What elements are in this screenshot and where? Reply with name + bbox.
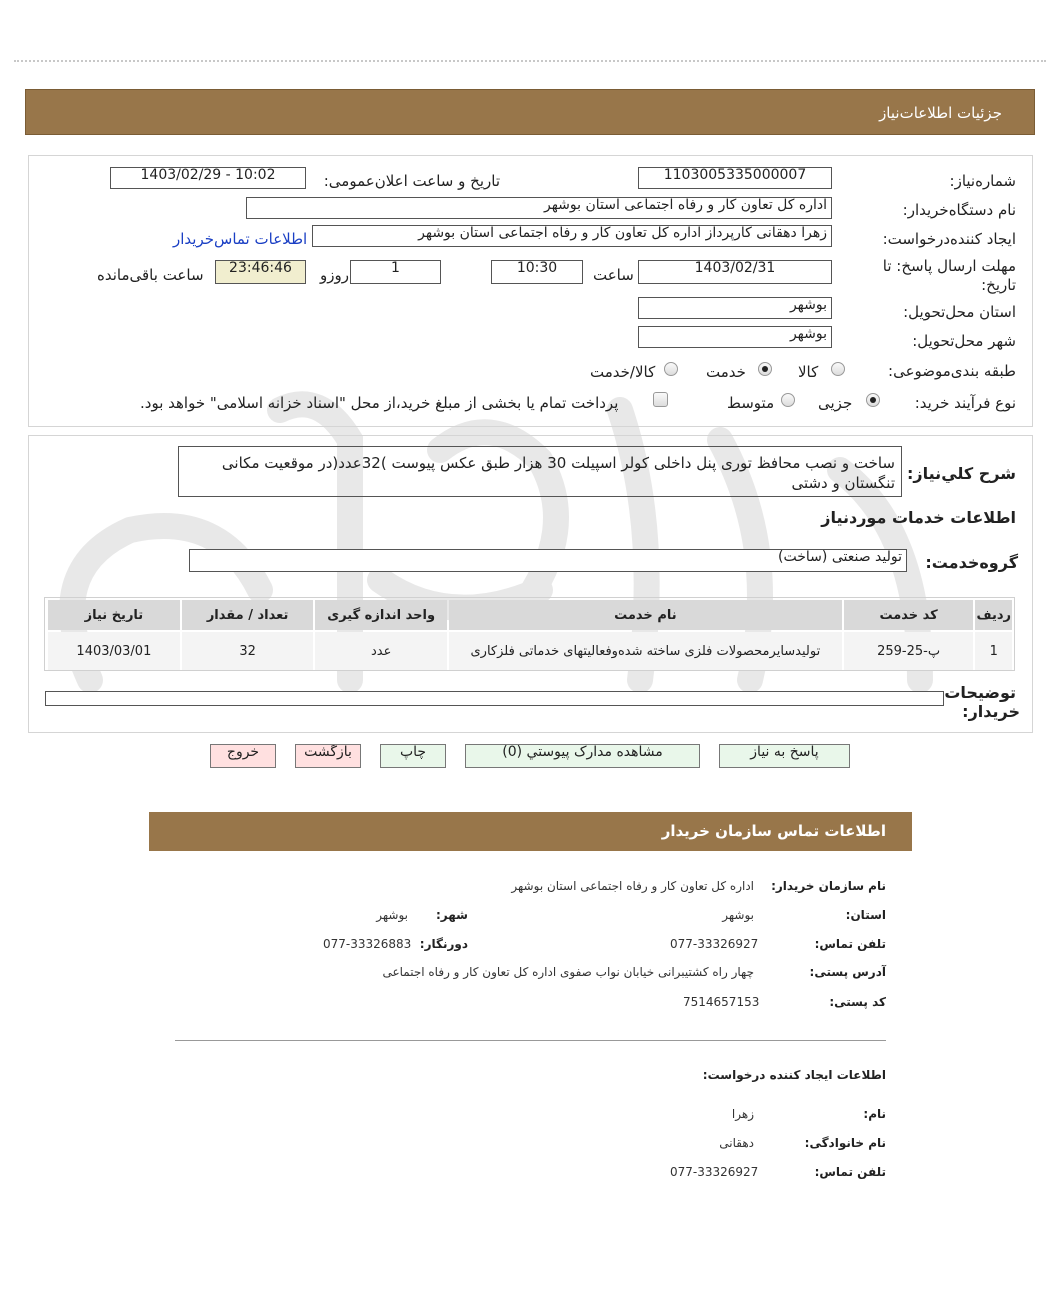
province-field: بوشهر — [638, 297, 832, 319]
view-documents-button[interactable]: مشاهده مدارک پیوستي (0) — [465, 744, 700, 768]
contact-province-value: بوشهر — [722, 908, 754, 922]
category-goods-radio[interactable] — [831, 362, 845, 376]
city-field: بوشهر — [638, 326, 832, 348]
creator-name-value: زهرا — [731, 1107, 754, 1121]
days-field: 1 — [350, 260, 441, 284]
creator-name-label: نام: — [863, 1107, 886, 1121]
cell-need-date: 1403/03/01 — [48, 632, 180, 670]
need-number-field: 1103005335000007 — [638, 167, 832, 189]
remaining-label: ساعت باقی‌مانده — [97, 266, 204, 284]
deadline-label: مهلت ارسال پاسخ: تا — [882, 257, 1016, 275]
cell-quantity: 32 — [182, 632, 314, 670]
creator-info-heading: اطلاعات ایجاد کننده درخواست: — [702, 1068, 886, 1082]
contact-org-value: اداره کل تعاون کار و رفاه اجتماعی استان بوشهر — [511, 879, 754, 893]
process-minor-radio[interactable] — [866, 393, 880, 407]
category-label: طبقه بندی‌موضوعی: — [888, 362, 1016, 380]
details-panel — [28, 155, 1033, 427]
buyer-notes-label-2: خریدار: — [962, 702, 1020, 721]
service-group-label: گروه‌خدمت: — [925, 553, 1018, 572]
deadline-date-field: 1403/02/31 — [638, 260, 832, 284]
contact-header-title: اطلاعات تماس سازمان خریدار — [661, 822, 886, 840]
col-service-code: کد خدمت — [844, 600, 974, 630]
treasury-payment-note: پرداخت تمام یا بخشی از مبلغ خرید،از محل "اسناد خزانه اسلامی" خواهد بود. — [140, 394, 619, 412]
days-label: روزو — [320, 266, 349, 284]
deadline-label-date: تاریخ: — [981, 276, 1016, 294]
summary-label: شرح کلي‌نیاز: — [907, 464, 1016, 483]
contact-postal-value: 7514657153 — [683, 995, 760, 1009]
category-goods-service-label: کالا/خدمت — [590, 363, 656, 381]
contact-city-value: بوشهر — [376, 908, 408, 922]
buyer-org-field: اداره کل تعاون کار و رفاه اجتماعی استان بوشهر — [246, 197, 832, 219]
services-table — [46, 598, 1014, 672]
services-heading: اطلاعات خدمات موردنیاز — [821, 508, 1016, 527]
service-group-field: تولید صنعتی (ساخت) — [189, 549, 907, 572]
announce-label: تاریخ و ساعت اعلان‌عمومی: — [323, 172, 500, 190]
category-goods-label: کالا — [798, 363, 819, 381]
contact-org-label: نام سازمان خریدار: — [771, 879, 886, 893]
contact-phone-value: 077-33326927 — [670, 937, 759, 951]
reply-button[interactable]: پاسخ به نیاز — [719, 744, 850, 768]
creator-field: زهرا دهقانی کارپرداز اداره کل تعاون کار و رفاه اجتماعی استان بوشهر — [312, 225, 832, 247]
announce-field: 1403/02/29 - 10:02 — [110, 167, 306, 189]
contact-province-label: استان: — [845, 908, 886, 922]
process-medium-radio[interactable] — [781, 393, 795, 407]
buyer-notes-field — [45, 691, 944, 706]
top-divider — [14, 60, 1046, 62]
creator-family-value: دهقانی — [719, 1136, 754, 1150]
table-row — [48, 632, 1012, 670]
back-button[interactable]: بازگشت — [295, 744, 361, 768]
buyer-org-label: نام دستگاه‌خریدار: — [902, 201, 1016, 219]
exit-button[interactable]: خروج — [210, 744, 276, 768]
creator-label: ایجاد کننده‌درخواست: — [882, 230, 1016, 248]
summary-text: ساخت و نصب محافظ توری پنل داخلی کولر اسپیلت 30 هزار طبق عکس پیوست )32عدد(در موقعیت مکانی تنگستان و دشتی — [178, 446, 902, 497]
creator-phone-value: 077-33326927 — [670, 1165, 759, 1179]
province-label: استان محل‌تحویل: — [903, 303, 1016, 321]
buyer-notes-label: توضیحات — [944, 683, 1016, 702]
contact-city-label: شهر: — [436, 908, 468, 922]
cell-service-name: تولیدسایرمحصولات فلزی ساخته شده‌وفعالیتهای خدماتی فلزکاری — [449, 632, 842, 670]
process-minor-label: جزیی — [818, 394, 853, 412]
category-service-radio[interactable] — [758, 362, 772, 376]
process-label: نوع فرآیند خرید: — [914, 394, 1016, 412]
creator-family-label: نام خانوادگی: — [804, 1136, 886, 1150]
contact-address-value: چهار راه کشتیبرانی خیابان نواب صفوی اداره کل تعاون کار و رفاه اجتماعی — [382, 965, 754, 979]
need-number-label: شماره‌نیاز: — [949, 172, 1016, 190]
cell-unit: عدد — [315, 632, 447, 670]
deadline-time-label: ساعت — [593, 266, 634, 284]
col-unit: واحد اندازه گیری — [315, 600, 447, 630]
treasury-payment-checkbox[interactable] — [653, 392, 668, 407]
print-button[interactable]: چاپ — [380, 744, 446, 768]
page-header-bar — [25, 89, 1035, 135]
remaining-time-field: 23:46:46 — [215, 260, 306, 284]
services-table-header — [48, 600, 1012, 630]
buyer-contact-link[interactable]: اطلاعات تماس‌خریدار — [173, 230, 308, 248]
contact-divider — [175, 1040, 886, 1041]
process-medium-label: متوسط — [727, 394, 775, 412]
category-goods-service-radio[interactable] — [664, 362, 678, 376]
creator-phone-label: تلفن تماس: — [814, 1165, 886, 1179]
contact-postal-label: کد پستی: — [829, 995, 886, 1009]
col-service-name: نام خدمت — [449, 600, 842, 630]
page-header-title: جزئیات اطلاعات‌نیاز — [879, 104, 1002, 122]
col-quantity: تعداد / مقدار — [182, 600, 314, 630]
contact-phone-label: تلفن تماس: — [814, 937, 886, 951]
city-label: شهر محل‌تحویل: — [912, 332, 1016, 350]
contact-fax-label: دورنگار: — [419, 937, 468, 951]
deadline-time-field: 10:30 — [491, 260, 583, 284]
category-service-label: خدمت — [706, 363, 746, 381]
contact-address-label: آدرس پستی: — [809, 965, 886, 979]
col-row-number: ردیف — [975, 600, 1012, 630]
cell-row-number: 1 — [975, 632, 1012, 670]
cell-service-code: پ-25-259 — [844, 632, 974, 670]
col-need-date: تاریخ نیاز — [48, 600, 180, 630]
contact-header-bar — [149, 812, 912, 851]
contact-fax-value: 077-33326883 — [323, 937, 412, 951]
